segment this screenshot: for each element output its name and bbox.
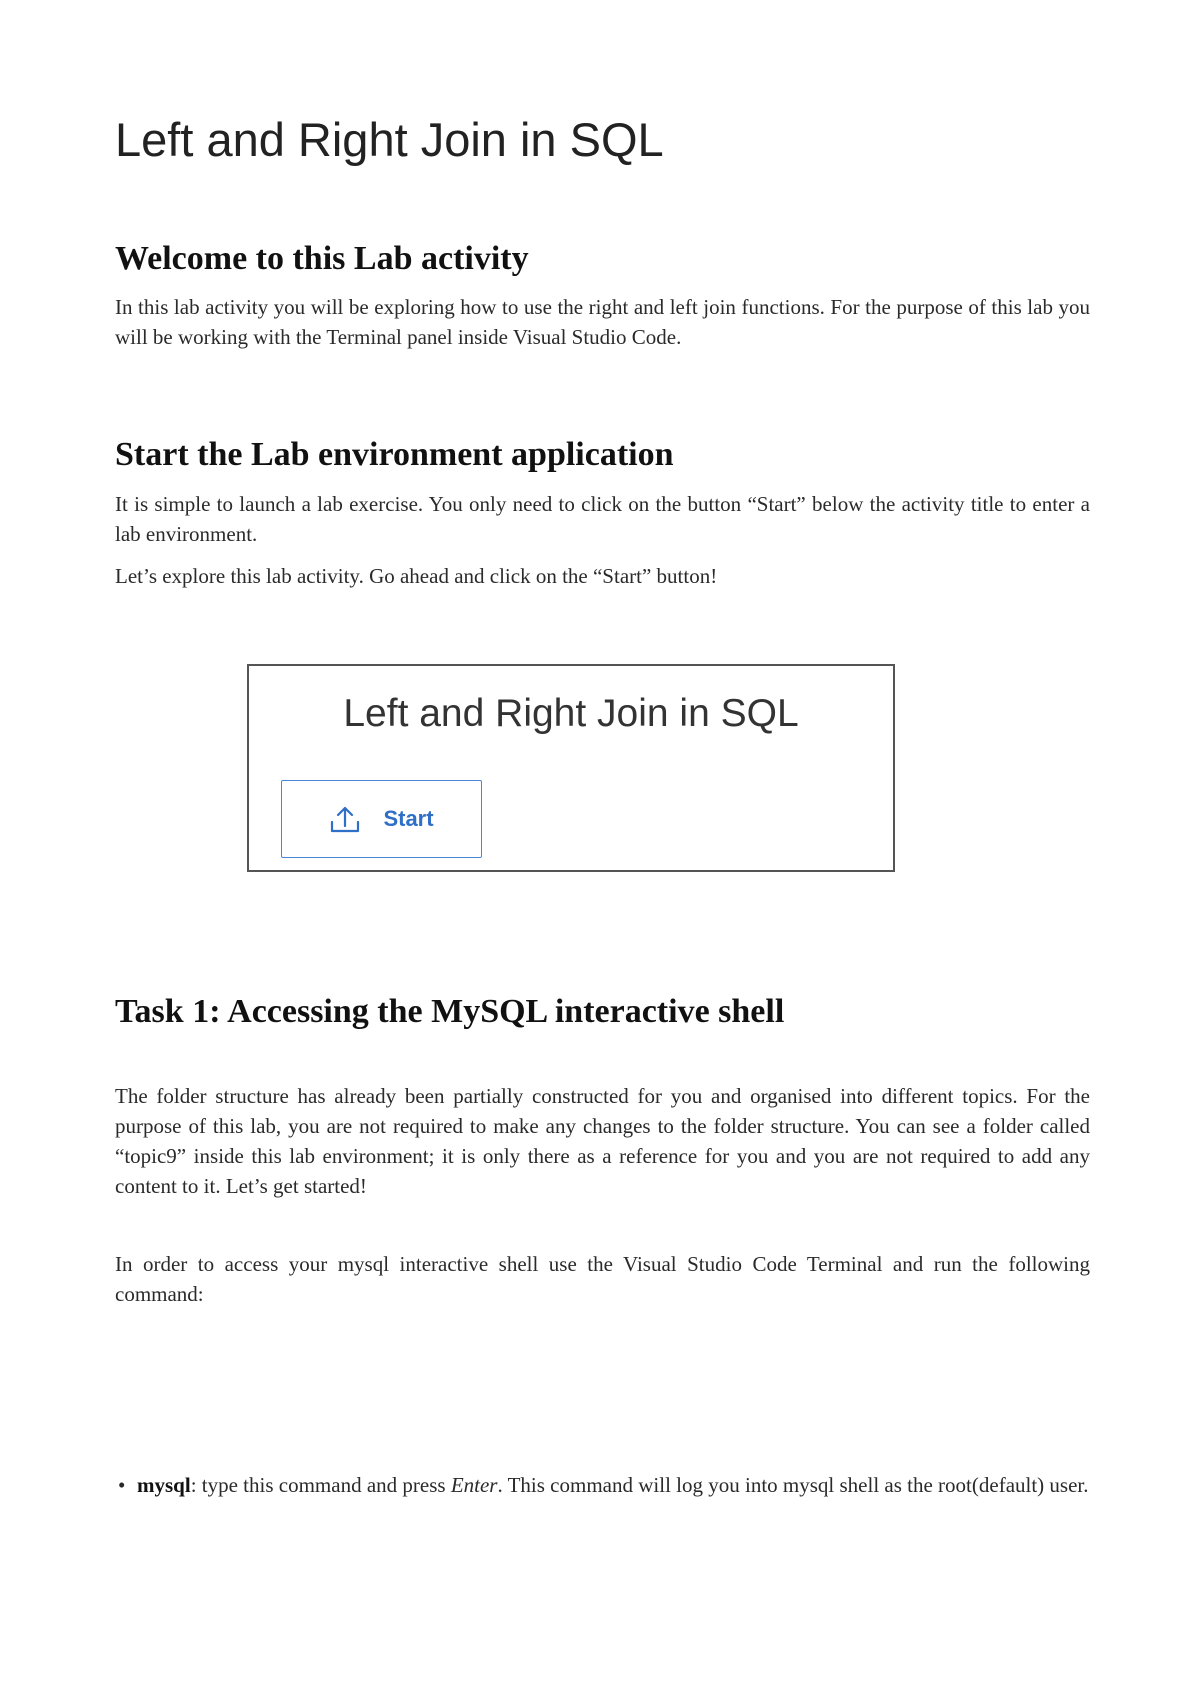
command-list	[115, 1470, 1090, 1501]
section-heading-start-env: Start the Lab environment application	[115, 436, 674, 473]
page-title: Left and Right Join in SQL	[115, 113, 664, 166]
command-key: Enter	[450, 1473, 498, 1497]
lab-start-screenshot	[247, 664, 895, 872]
section-heading-task1: Task 1: Accessing the MySQL interactive shell	[115, 993, 785, 1030]
task1-paragraph-1: The folder structure has already been partially constructed for you and organised into different topics. For the purpose of this lab, you are not required to make any changes to the folder structure. You can see a folder called “topic9” inside this lab environment; it is only there as a reference for you and you are not required to add any content to it. Let’s get started!	[115, 1084, 1090, 1198]
bullet: •	[118, 1473, 126, 1497]
list-item	[115, 1470, 1090, 1501]
mockup-title: Left and Right Join in SQL	[343, 692, 799, 735]
start-env-paragraph-2: Let’s explore this lab activity. Go ahead and click on the “Start” button!	[115, 564, 718, 588]
command-term: mysql	[137, 1473, 191, 1497]
command-text-post: . This command will log you into mysql shell as the root(default) user.	[497, 1473, 1089, 1497]
welcome-paragraph: In this lab activity you will be exploring how to use the right and left join functions. For the purpose of this lab you will be working with the Terminal panel inside Visual Studio Code.	[115, 295, 1090, 349]
start-env-paragraph-1: It is simple to launch a lab exercise. You only need to click on the button “Start” below the activity title to enter a lab environment.	[115, 492, 1090, 546]
upload-icon	[329, 804, 361, 834]
task1-paragraph-2: In order to access your mysql interactive shell use the Visual Studio Code Terminal and run the following command:	[115, 1252, 1090, 1306]
command-text-pre: : type this command and press	[190, 1473, 451, 1497]
start-button-label: Start	[383, 806, 434, 831]
section-heading-welcome: Welcome to this Lab activity	[115, 240, 529, 277]
start-button[interactable]	[281, 780, 482, 858]
